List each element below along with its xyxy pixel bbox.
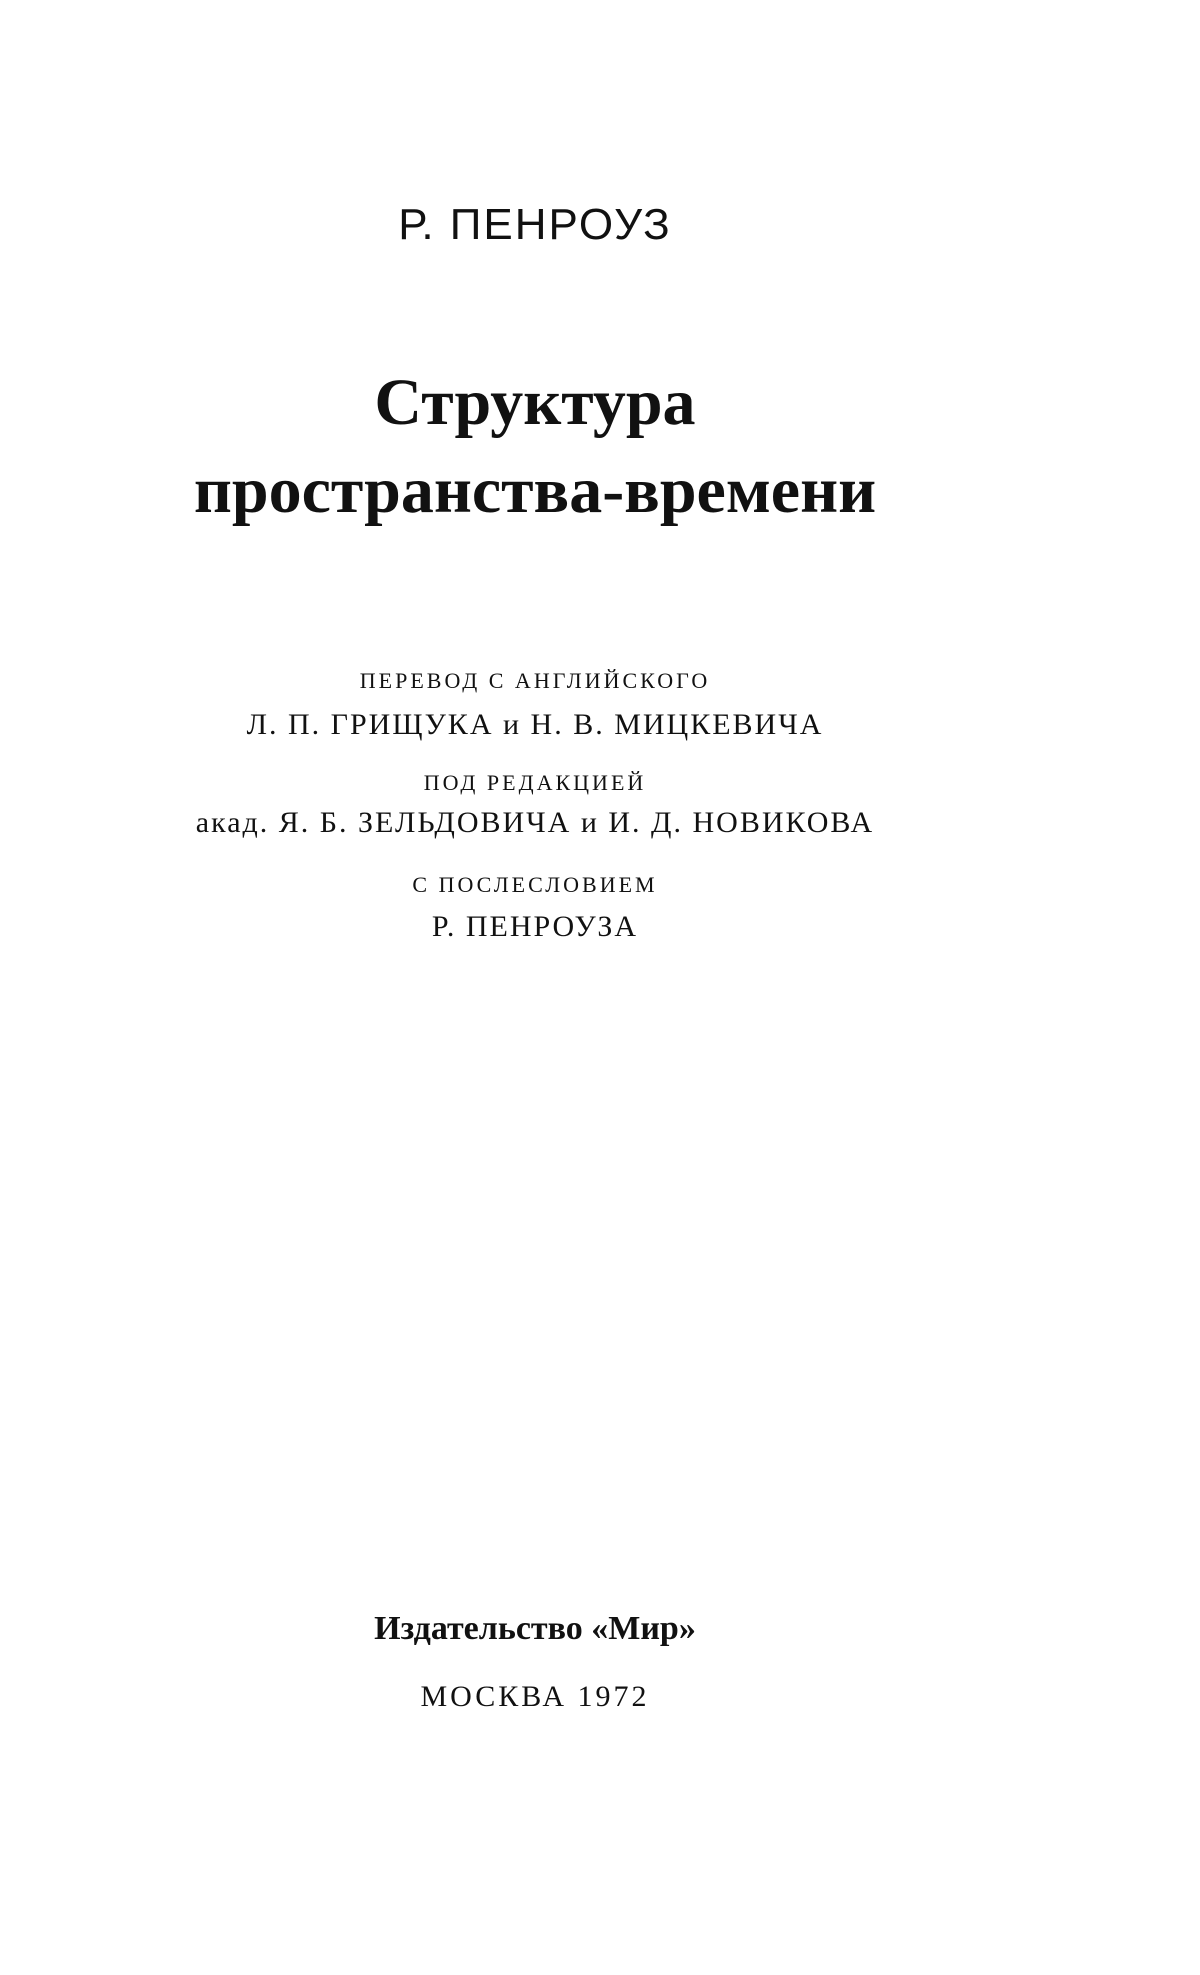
book-title-line-1: Структура <box>374 366 696 439</box>
translation-caption: ПЕРЕВОД С АНГЛИЙСКОГО <box>359 668 711 693</box>
afterword-author: Р. ПЕНРОУЗА <box>431 910 639 943</box>
publisher-name: Издательство «Мир» <box>374 1610 696 1647</box>
editors: акад. Я. Б. ЗЕЛЬДОВИЧА и И. Д. НОВИКОВА <box>195 806 875 839</box>
translators: Л. П. ГРИЩУКА и Н. В. МИЦКЕВИЧА <box>246 708 824 741</box>
editing-caption: ПОД РЕДАКЦИЕЙ <box>423 770 647 795</box>
city-year: МОСКВА 1972 <box>420 1680 650 1713</box>
afterword-caption: С ПОСЛЕСЛОВИЕМ <box>412 872 658 897</box>
book-author: Р. ПЕНРОУЗ <box>398 200 672 249</box>
book-title-line-2: пространства-времени <box>193 454 877 527</box>
